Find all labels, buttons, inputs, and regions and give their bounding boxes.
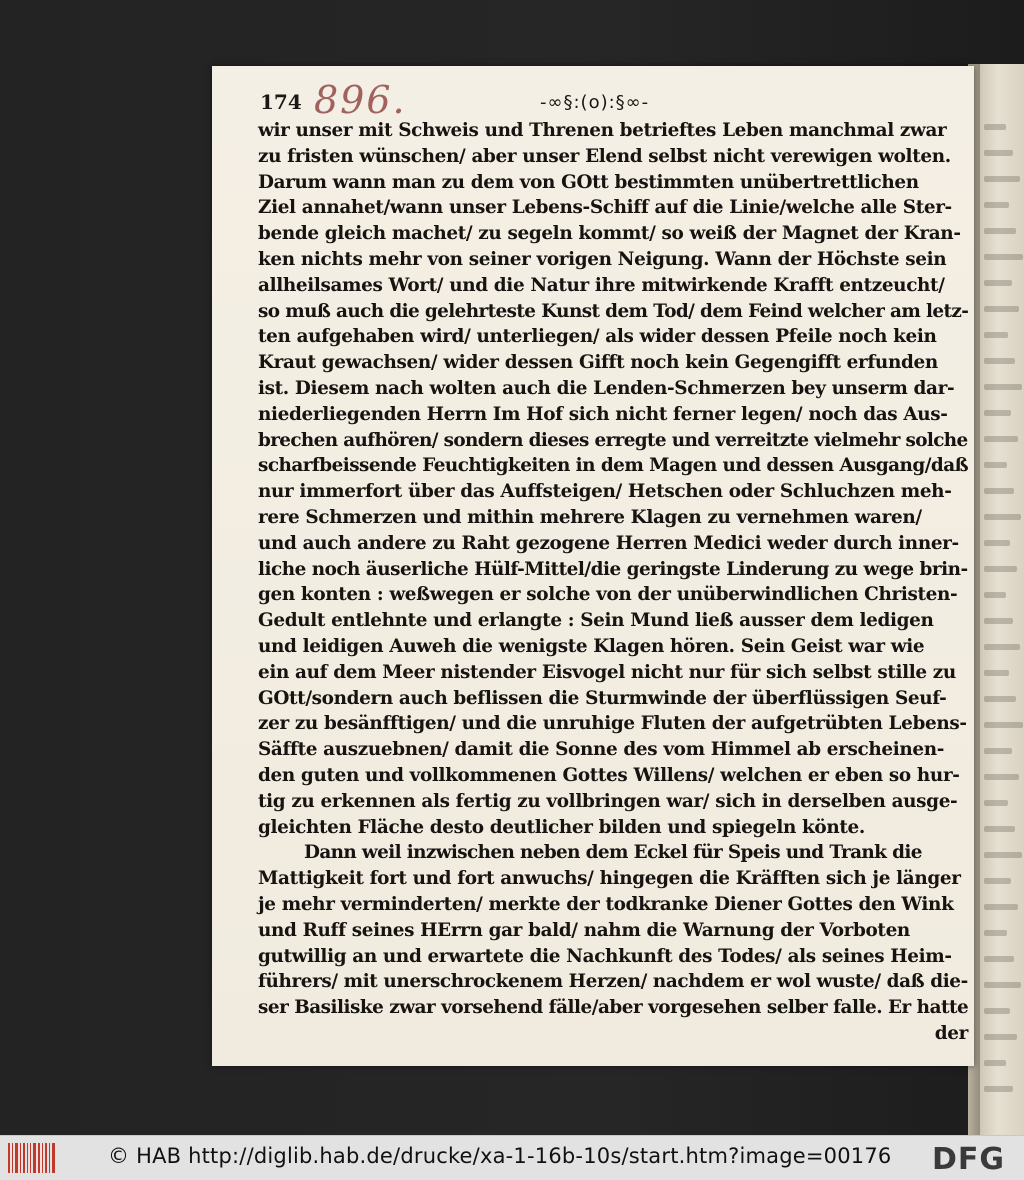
text-line: ist. Diesem nach wolten auch die Lenden-Schmerzen bey unserm dar- — [258, 377, 955, 399]
book-page — [212, 66, 974, 1066]
text-line: und Ruff seines HErrn gar bald/ nahm die Warnung der Vorboten — [258, 919, 910, 941]
text-line: gutwillig an und erwartete die Nachkunft des Todes/ als seines Heim- — [258, 945, 952, 967]
adjacent-page-text-fragment — [984, 280, 1012, 286]
text-line: wir unser mit Schweis und Threnen betrieftes Leben manchmal zwar — [258, 120, 947, 141]
adjacent-page-text-fragment — [984, 696, 1016, 702]
barcode-bar — [23, 1143, 25, 1173]
text-line: Darum wann man zu dem von GOtt bestimmten unübertrettlichen — [258, 171, 919, 193]
barcode-bar — [15, 1143, 18, 1173]
adjacent-page-text-fragment — [984, 540, 1010, 546]
text-line: gen konten : weßwegen er solche von der unüberwindlichen Christen- — [258, 584, 958, 606]
adjacent-page-text-fragment — [984, 930, 1007, 936]
text-line: Ziel annahet/wann unser Lebens-Schiff auf die Linie/welche alle Ster- — [258, 197, 952, 219]
adjacent-page-text-fragment — [984, 592, 1006, 598]
barcode-bar — [12, 1143, 13, 1173]
adjacent-page-text-fragment — [984, 956, 1014, 962]
adjacent-page-text-fragment — [984, 358, 1015, 364]
text-line: den guten und vollkommenen Gottes Willens/ welchen er eben so hur- — [258, 764, 960, 786]
barcode-bar — [42, 1143, 43, 1173]
text-line: ken nichts mehr von seiner vorigen Neigung. Wann der Höchste sein — [258, 248, 947, 270]
adjacent-page-text-fragment — [984, 644, 1020, 650]
barcode-bar — [38, 1143, 40, 1173]
barcode-bar — [8, 1143, 10, 1173]
barcode-bar — [20, 1143, 21, 1173]
text-line: bende gleich machet/ zu segeln kommt/ so weiß der Magnet der Kran- — [258, 223, 961, 245]
text-line: brechen aufhören/ sondern dieses erregte und verreitzte vielmehr solche — [258, 429, 968, 451]
viewer-footer — [0, 1135, 1024, 1180]
adjacent-page-text-fragment — [984, 878, 1011, 884]
adjacent-page-text-fragment — [984, 1008, 1010, 1014]
barcode-bar — [49, 1143, 50, 1173]
adjacent-page-text-fragment — [984, 566, 1017, 572]
adjacent-page-text-fragment — [984, 904, 1018, 910]
text-line: allheilsames Wort/ und die Natur ihre mitwirkende Krafft entzeucht/ — [258, 274, 945, 296]
barcode-logo — [8, 1143, 55, 1173]
text-line: Kraut gewachsen/ wider dessen Gifft noch kein Gegengifft erfunden — [258, 352, 938, 374]
barcode-bar — [27, 1143, 28, 1173]
adjacent-page-text-fragment — [984, 1086, 1013, 1092]
adjacent-page-text-fragment — [984, 1034, 1017, 1040]
adjacent-page-text-fragment — [984, 176, 1020, 182]
text-line: Mattigkeit fort und fort anwuchs/ hingegen die Kräfften sich je länger — [258, 868, 961, 890]
dfg-logo: DFG — [932, 1142, 1006, 1177]
text-line: Säffte auszuebnen/ damit die Sonne des vom Himmel ab erscheinen- — [258, 739, 945, 761]
text-line: tig zu erkennen als fertig zu vollbringen war/ sich in derselben ausge- — [258, 790, 958, 812]
adjacent-page-text-fragment — [984, 514, 1021, 520]
adjacent-page-text-fragment — [984, 124, 1006, 130]
catchword: der — [934, 1022, 968, 1044]
adjacent-page-text-fragment — [984, 722, 1023, 728]
text-line: ein auf dem Meer nistender Eisvogel nicht nur für sich selbst stille zu — [258, 661, 956, 683]
source-url[interactable]: © HAB http://diglib.hab.de/drucke/xa-1-16b-10s/start.htm?image=00176 — [108, 1144, 892, 1168]
text-line: je mehr verminderten/ merkte der todkranke Diener Gottes den Wink — [258, 893, 954, 915]
adjacent-page-text-fragment — [984, 852, 1022, 858]
text-line: liche noch äuserliche Hülf-Mittel/die geringste Linderung zu wege brin- — [258, 558, 968, 580]
text-line: GOtt/sondern auch beflissen die Sturmwinde der überflüssigen Seuf- — [258, 687, 947, 709]
adjacent-page-edge — [980, 64, 1024, 1135]
text-line: zu fristen wünschen/ aber unser Elend selbst nicht verewigen wolten. — [258, 145, 951, 167]
adjacent-page-text-fragment — [984, 982, 1021, 988]
handwritten-page-number: 896. — [314, 78, 407, 122]
adjacent-page-text-fragment — [984, 332, 1008, 338]
text-line: scharfbeissende Feuchtigkeiten in dem Magen und dessen Ausgang/daß — [258, 455, 969, 477]
body-text — [258, 118, 968, 1047]
adjacent-page-text-fragment — [984, 410, 1011, 416]
adjacent-page-text-fragment — [984, 306, 1019, 312]
barcode-bar — [45, 1143, 47, 1173]
adjacent-page-text-fragment — [984, 748, 1012, 754]
text-line: Gedult entlehnte und erlangte : Sein Mund ließ ausser dem ledigen — [258, 610, 934, 632]
text-line: zer zu besänfftigen/ und die unruhige Fluten der aufgetrübten Lebens- — [258, 713, 967, 735]
text-line: niederliegenden Herrn Im Hof sich nicht ferner legen/ noch das Aus- — [258, 403, 948, 425]
adjacent-page-text-fragment — [984, 774, 1019, 780]
adjacent-page-text-fragment — [984, 800, 1008, 806]
adjacent-page-text-fragment — [984, 462, 1007, 468]
text-line: gleichten Fläche desto deutlicher bilden und spiegeln könte. — [258, 816, 865, 838]
text-line: nur immerfort über das Auffsteigen/ Hetschen oder Schluchzen meh- — [258, 481, 952, 503]
adjacent-page-text-fragment — [984, 202, 1009, 208]
text-line: und auch andere zu Raht gezogene Herren Medici weder durch inner- — [258, 532, 959, 554]
text-line: führers/ mit unerschrockenem Herzen/ nachdem er wol wuste/ daß die- — [258, 971, 968, 993]
adjacent-page-text-fragment — [984, 150, 1013, 156]
adjacent-page-text-fragment — [984, 436, 1018, 442]
text-line: ser Basiliske zwar vorsehend fälle/aber vorgesehen selber falle. Er hatte — [258, 997, 969, 1019]
adjacent-page-text-fragment — [984, 488, 1014, 494]
text-line: so muß auch die gelehrteste Kunst dem Tod/ dem Feind welcher am letz- — [258, 300, 969, 322]
text-line: rere Schmerzen und mithin mehrere Klagen zu vernehmen waren/ — [258, 506, 922, 528]
text-line: und leidigen Auweh die wenigste Klagen hören. Sein Geist war wie — [258, 635, 925, 657]
barcode-bar — [33, 1143, 36, 1173]
adjacent-page-text-fragment — [984, 254, 1023, 260]
adjacent-page-text-fragment — [984, 384, 1022, 390]
barcode-bar — [30, 1143, 31, 1173]
adjacent-page-text-fragment — [984, 1060, 1006, 1066]
text-line: ten aufgehaben wird/ unterliegen/ als wider dessen Pfeile noch kein — [258, 326, 937, 348]
adjacent-page-text-fragment — [984, 670, 1009, 676]
header-ornament: -∞§:(o):§∞- — [540, 92, 650, 113]
page-number: 174 — [260, 90, 302, 114]
adjacent-page-text-fragment — [984, 228, 1016, 234]
adjacent-page-text-fragment — [984, 826, 1015, 832]
barcode-bar — [52, 1143, 55, 1173]
page-header — [260, 78, 960, 122]
paragraph-start-line: Dann weil inzwischen neben dem Eckel für Speis und Trank die — [304, 842, 922, 864]
adjacent-page-text-fragment — [984, 618, 1013, 624]
